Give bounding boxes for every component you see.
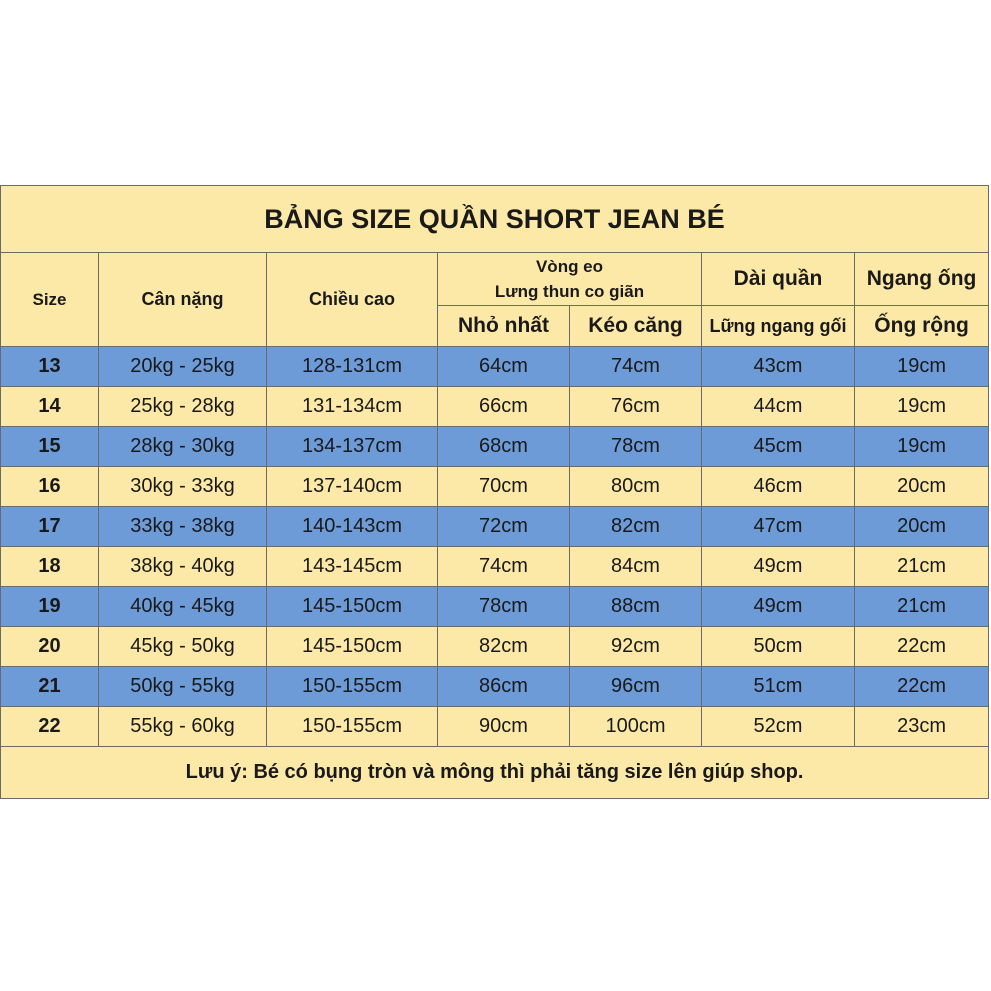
cell-size: 19 (1, 587, 99, 627)
table-row (1, 667, 989, 707)
table-row (1, 587, 989, 627)
table-row (1, 347, 989, 387)
cell-waist-stretch: 84cm (570, 547, 702, 587)
cell-leg: 19cm (855, 427, 989, 467)
cell-height: 145-150cm (267, 587, 438, 627)
cell-leg: 20cm (855, 507, 989, 547)
cell-waist-min: 66cm (438, 387, 570, 427)
cell-length: 44cm (702, 387, 855, 427)
cell-leg: 22cm (855, 627, 989, 667)
header-height: Chiều cao (267, 253, 438, 347)
cell-waist-min: 78cm (438, 587, 570, 627)
header-waist-group (438, 253, 702, 306)
cell-leg: 19cm (855, 387, 989, 427)
table-row (1, 467, 989, 507)
cell-weight: 20kg - 25kg (99, 347, 267, 387)
header-leg-sub: Ống rộng (855, 306, 989, 347)
cell-size: 16 (1, 467, 99, 507)
cell-waist-stretch: 78cm (570, 427, 702, 467)
cell-waist-stretch: 76cm (570, 387, 702, 427)
cell-weight: 33kg - 38kg (99, 507, 267, 547)
table-title: BẢNG SIZE QUẦN SHORT JEAN BÉ (1, 186, 989, 253)
cell-weight: 40kg - 45kg (99, 587, 267, 627)
cell-waist-min: 82cm (438, 627, 570, 667)
cell-waist-stretch: 80cm (570, 467, 702, 507)
table-row (1, 547, 989, 587)
cell-height: 134-137cm (267, 427, 438, 467)
cell-waist-stretch: 74cm (570, 347, 702, 387)
cell-length: 51cm (702, 667, 855, 707)
cell-waist-stretch: 88cm (570, 587, 702, 627)
cell-size: 14 (1, 387, 99, 427)
cell-length: 49cm (702, 587, 855, 627)
cell-size: 21 (1, 667, 99, 707)
size-chart-table (0, 185, 989, 799)
cell-waist-min: 90cm (438, 707, 570, 747)
cell-length: 46cm (702, 467, 855, 507)
table-row (1, 507, 989, 547)
cell-waist-stretch: 96cm (570, 667, 702, 707)
cell-waist-min: 72cm (438, 507, 570, 547)
cell-length: 47cm (702, 507, 855, 547)
cell-waist-min: 64cm (438, 347, 570, 387)
cell-height: 150-155cm (267, 707, 438, 747)
cell-height: 143-145cm (267, 547, 438, 587)
cell-height: 140-143cm (267, 507, 438, 547)
cell-waist-min: 86cm (438, 667, 570, 707)
cell-size: 15 (1, 427, 99, 467)
cell-size: 20 (1, 627, 99, 667)
cell-weight: 38kg - 40kg (99, 547, 267, 587)
header-waist-stretch: Kéo căng (570, 306, 702, 347)
cell-size: 22 (1, 707, 99, 747)
cell-weight: 28kg - 30kg (99, 427, 267, 467)
cell-leg: 22cm (855, 667, 989, 707)
cell-waist-min: 74cm (438, 547, 570, 587)
header-waist-line2: Lưng thun co giãn (494, 282, 645, 301)
cell-weight: 45kg - 50kg (99, 627, 267, 667)
cell-size: 17 (1, 507, 99, 547)
cell-leg: 21cm (855, 587, 989, 627)
table-row (1, 707, 989, 747)
header-waist-line1: Vòng eo (535, 257, 604, 276)
header-length-sub: Lững ngang gối (702, 306, 855, 347)
cell-weight: 25kg - 28kg (99, 387, 267, 427)
cell-waist-stretch: 92cm (570, 627, 702, 667)
cell-height: 150-155cm (267, 667, 438, 707)
cell-leg: 21cm (855, 547, 989, 587)
cell-height: 137-140cm (267, 467, 438, 507)
header-waist-min: Nhỏ nhất (438, 306, 570, 347)
header-leg: Ngang ống (855, 253, 989, 306)
cell-length: 50cm (702, 627, 855, 667)
table-row (1, 627, 989, 667)
cell-size: 18 (1, 547, 99, 587)
table-row (1, 387, 989, 427)
header-length: Dài quần (702, 253, 855, 306)
cell-leg: 23cm (855, 707, 989, 747)
note-text: Lưu ý: Bé có bụng tròn và mông thì phải tăng size lên giúp shop. (1, 747, 989, 799)
cell-length: 43cm (702, 347, 855, 387)
cell-waist-min: 70cm (438, 467, 570, 507)
header-weight: Cân nặng (99, 253, 267, 347)
table-row (1, 427, 989, 467)
cell-height: 145-150cm (267, 627, 438, 667)
cell-waist-stretch: 100cm (570, 707, 702, 747)
cell-waist-min: 68cm (438, 427, 570, 467)
cell-weight: 55kg - 60kg (99, 707, 267, 747)
cell-leg: 20cm (855, 467, 989, 507)
cell-length: 49cm (702, 547, 855, 587)
cell-size: 13 (1, 347, 99, 387)
cell-height: 128-131cm (267, 347, 438, 387)
cell-length: 52cm (702, 707, 855, 747)
cell-leg: 19cm (855, 347, 989, 387)
cell-weight: 30kg - 33kg (99, 467, 267, 507)
cell-height: 131-134cm (267, 387, 438, 427)
cell-length: 45cm (702, 427, 855, 467)
header-size: Size (1, 253, 99, 347)
cell-waist-stretch: 82cm (570, 507, 702, 547)
cell-weight: 50kg - 55kg (99, 667, 267, 707)
